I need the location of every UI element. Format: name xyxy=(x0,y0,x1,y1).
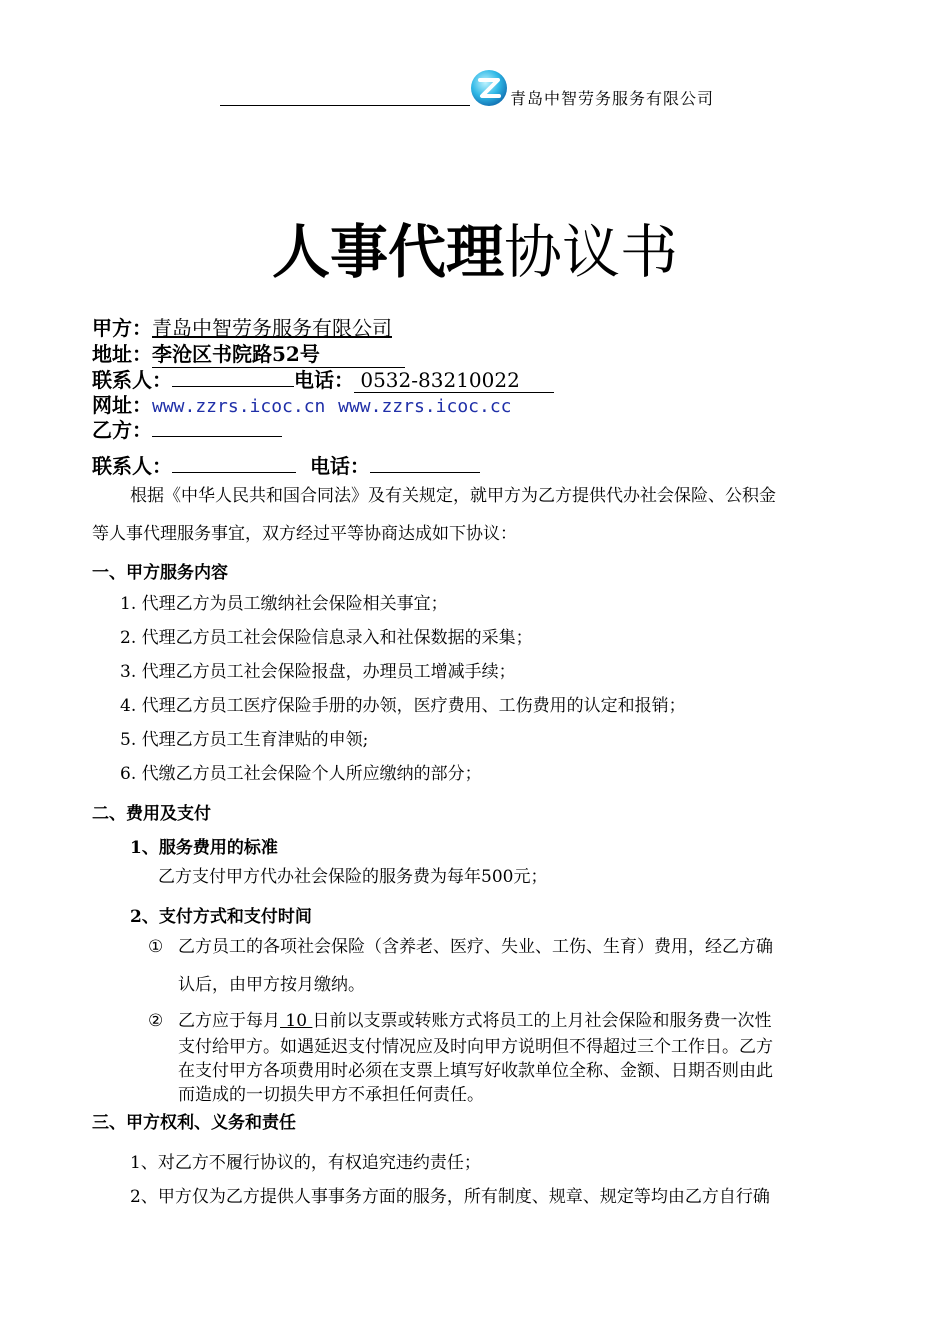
contact-b-label: 联系人： xyxy=(92,454,172,478)
phone-b-label: 电话： xyxy=(309,454,370,478)
section-3-title: 三、甲方权利、义务和责任 xyxy=(92,1113,296,1133)
phone-b-blank xyxy=(370,452,480,473)
section-2-sub-2-title: 2、支付方式和支付时间 xyxy=(130,907,312,927)
website-link-1[interactable]: www.zzrs.icoc.cn xyxy=(152,396,326,417)
section-1-item: 5. 代理乙方员工生育津贴的申领; xyxy=(120,730,369,750)
party-a-value: 青岛中智劳务服务有限公司 xyxy=(152,316,392,340)
section-1-item: 1. 代理乙方为员工缴纳社会保险相关事宜； xyxy=(120,594,448,614)
title-normal: 协议书 xyxy=(504,218,679,286)
section-1-item: 4. 代理乙方员工医疗保险手册的办领，医疗费用、工伤费用的认定和报销； xyxy=(120,696,686,716)
payment-day-value: 10 xyxy=(280,1011,313,1031)
party-a-label: 甲方： xyxy=(92,316,152,340)
payment-item-1-line-1: 乙方员工的各项社会保险（含养老、医疗、失业、工伤、生育）费用，经乙方确 xyxy=(178,937,773,957)
section-3-item-1: 1、对乙方不履行协议的，有权追究违约责任； xyxy=(130,1153,481,1173)
section-2-title: 二、费用及支付 xyxy=(92,804,211,824)
party-a-row xyxy=(92,312,392,341)
payment-item-2-mark: ② xyxy=(148,1011,164,1031)
address-label: 地址： xyxy=(92,342,152,366)
website-link-2[interactable]: www.zzrs.icoc.cc xyxy=(338,396,512,417)
intro-line-1: 根据《中华人民共和国合同法》及有关规定，就甲方为乙方提供代办社会保险、公积金 xyxy=(130,486,776,506)
section-1-item: 6. 代缴乙方员工社会保险个人所应缴纳的部分； xyxy=(120,764,482,784)
document-title xyxy=(0,205,950,289)
section-1-title: 一、甲方服务内容 xyxy=(92,563,228,583)
payment-item-1-line-2: 认后，由甲方按月缴纳。 xyxy=(178,975,365,995)
payment-item-2-line-3: 在支付甲方各项费用时必须在支票上填写好收款单位全称、金额、日期否则由此 xyxy=(178,1061,773,1081)
address-value: 李沧区书院路52号 xyxy=(152,338,405,368)
contact-b-row xyxy=(92,450,480,479)
title-bold: 人事代理 xyxy=(271,218,504,286)
section-2-sub-1-title: 1、服务费用的标准 xyxy=(130,838,278,858)
payment-item-2-line-4: 而造成的一切损失甲方不承担任何责任。 xyxy=(178,1085,484,1105)
phone-label: 电话： xyxy=(294,368,354,392)
section-1-item: 2. 代理乙方员工社会保险信息录入和社保数据的采集； xyxy=(120,628,533,648)
section-1-item: 3. 代理乙方员工社会保险报盘，办理员工增减手续； xyxy=(120,662,516,682)
payment-item-2-line-2: 支付给甲方。如遇延迟支付情况应及时向甲方说明但不得超过三个工作日。乙方 xyxy=(178,1037,773,1057)
section-3-item-2: 2、甲方仅为乙方提供人事事务方面的服务，所有制度、规章、规定等均由乙方自行确 xyxy=(130,1187,770,1207)
contact-blank xyxy=(172,366,294,387)
company-logo-icon xyxy=(469,68,509,108)
contact-label: 联系人： xyxy=(92,368,172,392)
payment-item-2-post: 日前以支票或转账方式将员工的上月社会保险和服务费一次性 xyxy=(312,1011,772,1031)
party-b-blank xyxy=(152,416,282,437)
payment-item-1-mark: ① xyxy=(148,937,164,957)
header-company-name: 青岛中智劳务服务有限公司 xyxy=(510,89,715,108)
header-rule xyxy=(220,105,470,106)
party-b-row xyxy=(92,414,282,443)
payment-item-2-pre: 乙方应于每月 xyxy=(178,1011,280,1031)
intro-line-2: 等人事代理服务事宜，双方经过平等协商达成如下协议： xyxy=(92,524,517,544)
website-label: 网址： xyxy=(92,393,152,417)
phone-number: 0532-83210022 xyxy=(360,368,520,392)
contact-b-blank xyxy=(172,452,296,473)
payment-item-2-line-1 xyxy=(178,1008,771,1034)
party-b-label: 乙方： xyxy=(92,418,152,442)
service-fee-text: 乙方支付甲方代办社会保险的服务费为每年500元； xyxy=(158,867,548,887)
